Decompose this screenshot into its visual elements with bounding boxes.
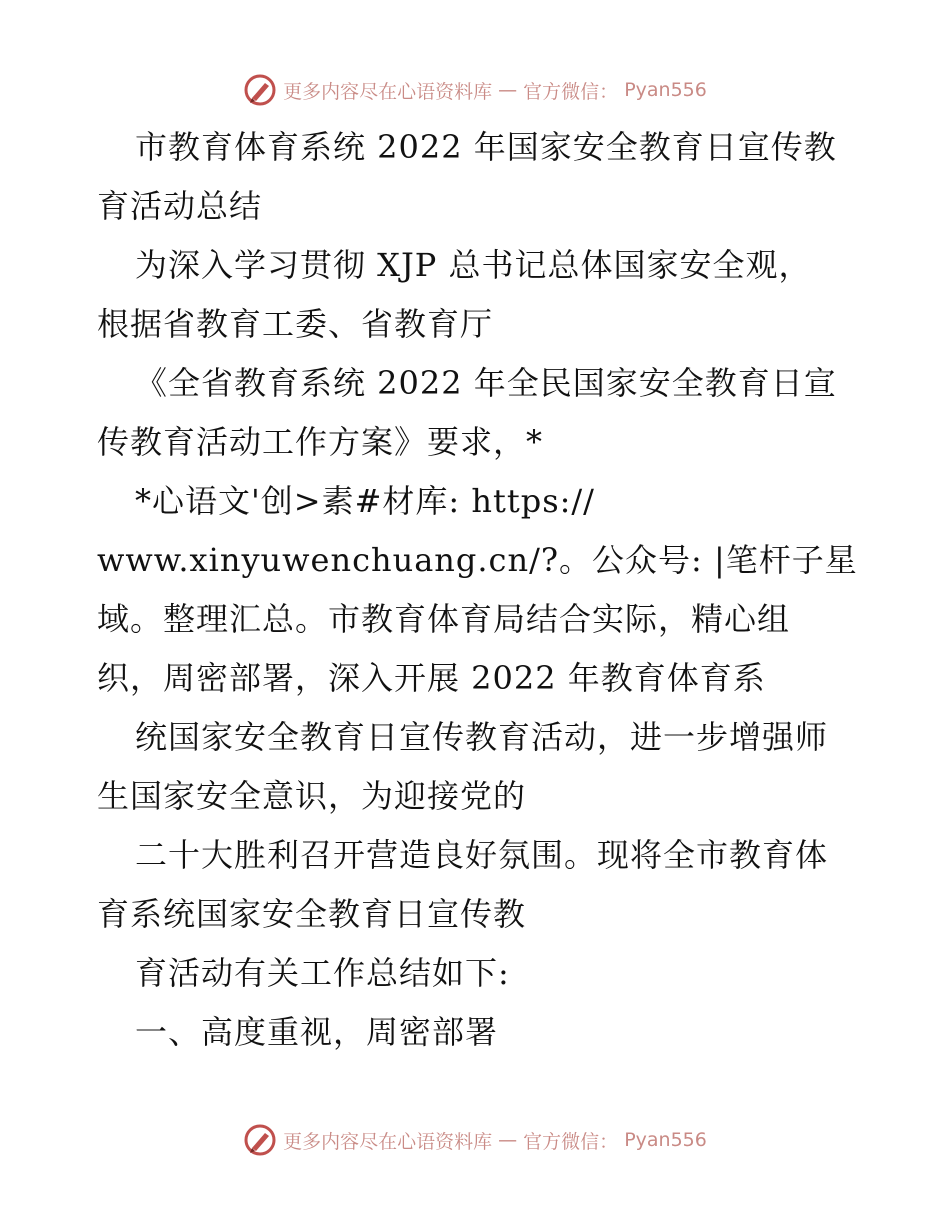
watermark-wechat-id: Pyan556 bbox=[624, 1129, 707, 1151]
paragraph-line: 为深入学习贯彻 XJP 总书记总体国家安全观， bbox=[135, 246, 812, 284]
watermark-separator: — bbox=[498, 79, 518, 101]
paragraph-line: *心语文'创>素#材库: https:// bbox=[135, 482, 595, 520]
pen-logo-icon bbox=[243, 1123, 277, 1157]
paragraph-line: 统国家安全教育日宣传教育活动，进一步增强师 bbox=[135, 718, 829, 756]
header-watermark bbox=[0, 70, 950, 110]
title-line-2: 育活动总结 bbox=[97, 187, 263, 225]
paragraph-line: 育活动有关工作总结如下: bbox=[135, 954, 510, 992]
paragraph-line: 传教育活动工作方案》要求，* bbox=[97, 423, 544, 461]
paragraph-line: www.xinyuwenchuang.cn/?。公众号: |笔杆子星 bbox=[97, 541, 858, 579]
paragraph-line: 二十大胜利召开营造良好氛围。现将全市教育体 bbox=[135, 836, 829, 874]
watermark-wechat-id: Pyan556 bbox=[624, 79, 707, 101]
watermark-text: 更多内容尽在心语资料库 bbox=[283, 80, 493, 103]
paragraph-line: 织，周密部署，深入开展 2022 年教育体育系 bbox=[97, 659, 766, 697]
paragraph-line: 《全省教育系统 2022 年全民国家安全教育日宣 bbox=[135, 364, 837, 402]
watermark-wechat-label: 官方微信： bbox=[523, 1130, 619, 1153]
document-body bbox=[97, 118, 857, 1062]
footer-watermark bbox=[0, 1120, 950, 1160]
paragraph-line: 育系统国家安全教育日宣传教 bbox=[97, 895, 527, 933]
watermark-text: 更多内容尽在心语资料库 bbox=[283, 1130, 493, 1153]
pen-logo-icon bbox=[243, 73, 277, 107]
title-line-1: 市教育体育系统 2022 年国家安全教育日宣传教 bbox=[135, 128, 837, 166]
watermark-wechat-label: 官方微信： bbox=[523, 80, 619, 103]
watermark-separator: — bbox=[498, 1129, 518, 1151]
paragraph-line: 根据省教育工委、省教育厅 bbox=[97, 305, 494, 343]
paragraph-line: 生国家安全意识，为迎接党的 bbox=[97, 777, 527, 815]
section-heading: 一、高度重视，周密部署 bbox=[135, 1013, 499, 1051]
paragraph-line: 域。整理汇总。市教育体育局结合实际，精心组 bbox=[97, 600, 791, 638]
